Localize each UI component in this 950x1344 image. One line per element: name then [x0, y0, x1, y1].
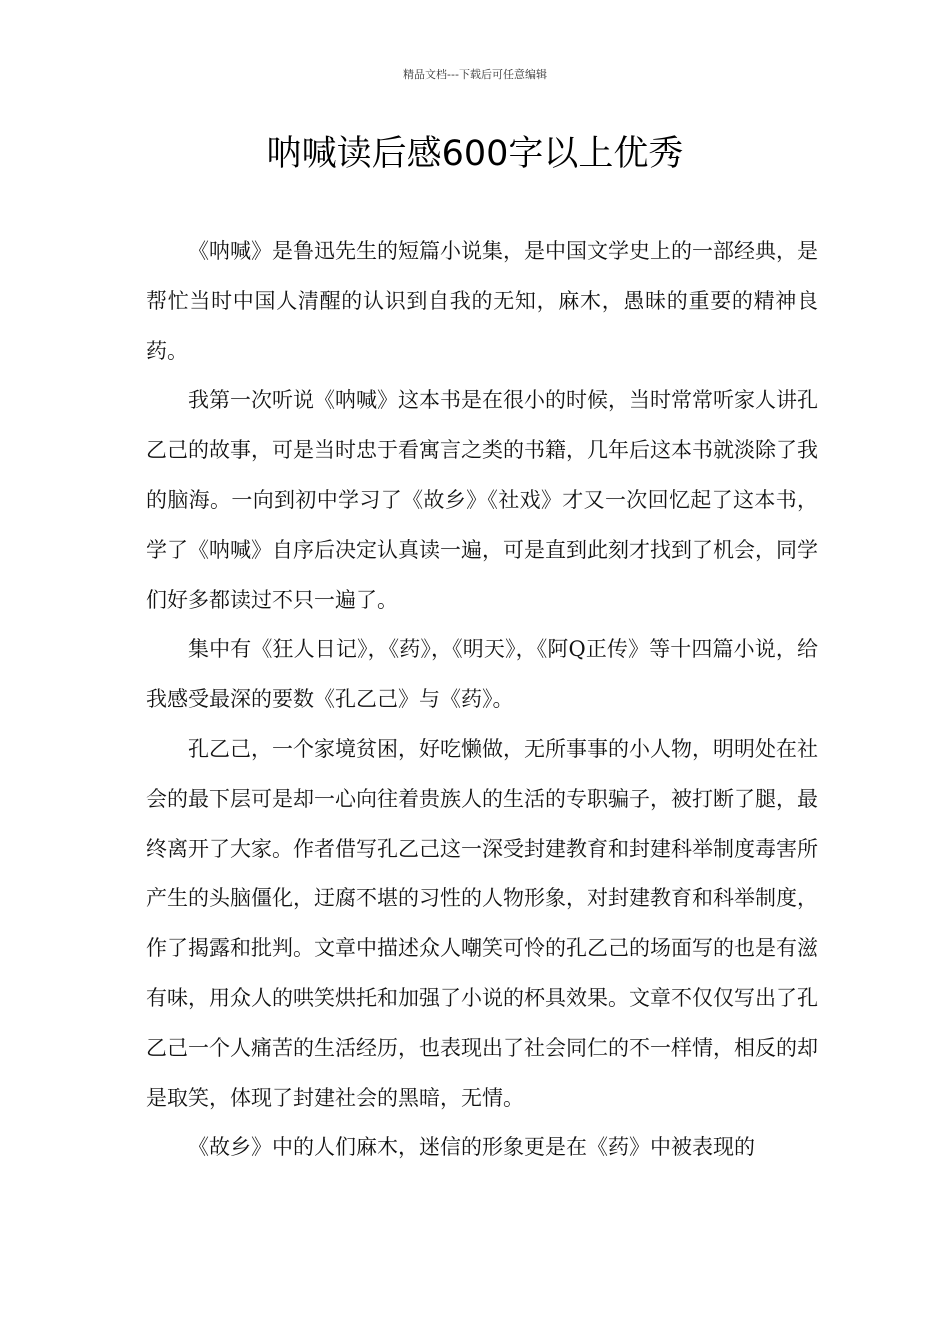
paragraph-3: 集中有《狂人日记》，《药》，《明天》，《阿Q正传》等十四篇小说，给我感受最深的要数《孔乙己》与《药》。 [146, 637, 818, 712]
paragraph-4: 孔乙己，一个家境贫困，好吃懒做，无所事事的小人物，明明处在社会的最下层可是却一心向往着贵族人的生活的专职骗子，被打断了腿，最终离开了大家。作者借写孔乙己这一深受封建教育和封建科举制度毒害所产生的头脑僵化，迂腐不堪的习性的人物形象，对封建教育和科举制度，作了揭露和批判。文章中描述众人嘲笑可怜的孔乙己的场面写的也是有滋有味，用众人的哄笑烘托和加强了小说的杯具效果。文章不仅仅写出了孔乙己一个人痛苦的生活经历，也表现出了社会同仁的不一样情，相反的却是取笑，体现了封建社会的黑暗，无情。 [146, 736, 818, 1110]
paragraph-2: 我第一次听说《呐喊》这本书是在很小的时候，当时常常听家人讲孔乙己的故事，可是当时忠于看寓言之类的书籍，几年后这本书就淡除了我的脑海。一向到初中学习了《故乡》《社戏》才又一次回忆起了这本书，学了《呐喊》自序后决定认真读一遍，可是直到此刻才找到了机会，同学们好多都读过不只一遍了。 [146, 388, 818, 612]
paragraph-1: 《呐喊》是鲁迅先生的短篇小说集，是中国文学史上的一部经典，是帮忙当时中国人清醒的认识到自我的无知，麻木，愚昧的重要的精神良药。 [146, 239, 818, 363]
document-body [146, 227, 818, 1173]
paragraph-5: 《故乡》中的人们麻木，迷信的形象更是在《药》中被表现的 [188, 1135, 755, 1160]
page-header: 精品文档---下载后可任意编辑 [403, 68, 547, 81]
document-title: 呐喊读后感600字以上优秀 [266, 134, 684, 174]
